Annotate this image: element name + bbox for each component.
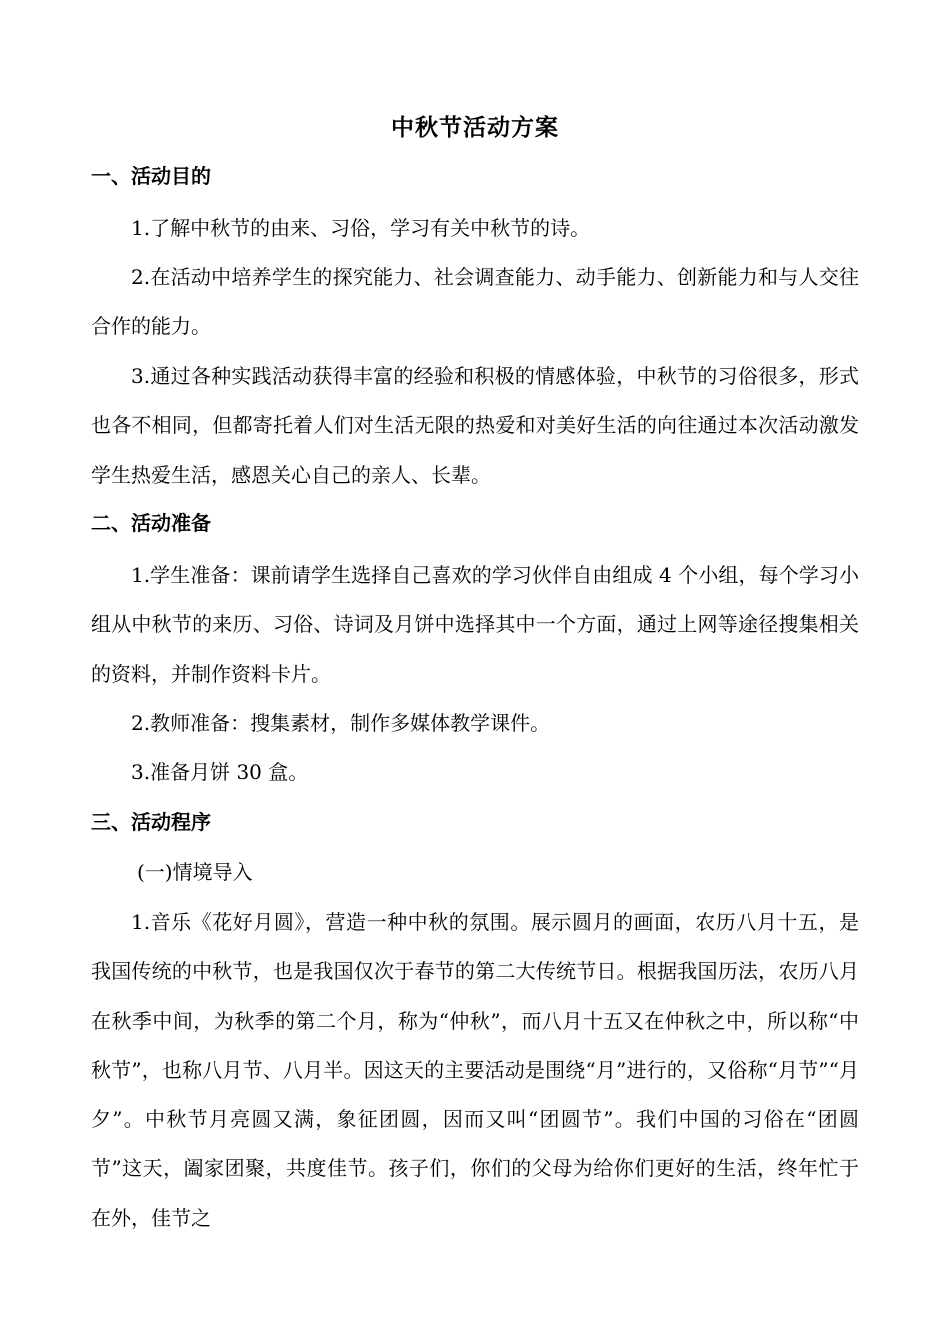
section-heading-purpose: 一、活动目的 (91, 164, 211, 188)
document-title: 中秋节活动方案 (391, 115, 559, 141)
paragraph-purpose-2: 2.在活动中培养学生的探究能力、社会调查能力、动手能力、创新能力和与人交往合作的能力。 (91, 265, 859, 339)
paragraph-preparation-2: 2.教师准备：搜集素材，制作多媒体教学课件。 (131, 711, 551, 735)
paragraph-preparation-3: 3.准备月饼 30 盒。 (131, 760, 309, 784)
section-heading-procedure: 三、活动程序 (91, 810, 211, 834)
paragraph-purpose-1: 1.了解中秋节的由来、习俗，学习有关中秋节的诗。 (131, 216, 591, 240)
paragraph-purpose-3: 3.通过各种实践活动获得丰富的经验和积极的情感体验，中秋节的习俗很多，形式也各不相同，但都寄托着人们对生活无限的热爱和对美好生活的向往通过本次活动激发学生热爱生活，感恩关心自己的亲人、长辈。 (91, 364, 859, 487)
paragraph-preparation-1: 1.学生准备：课前请学生选择自己喜欢的学习伙伴自由组成 4 个小组，每个学习小组从中秋节的来历、习俗、诗词及月饼中选择其中一个方面，通过上网等途径搜集相关的资料，并制作资料卡片。 (91, 563, 859, 686)
subheading-situation-intro: (一)情境导入 (137, 860, 253, 884)
paragraph-procedure-1: 1.音乐《花好月圆》，营造一种中秋的氛围。展示圆月的画面，农历八月十五，是我国传统的中秋节，也是我国仅次于春节的第二大传统节日。根据我国历法，农历八月在秋季中间，为秋季的第二个月，称为“仲秋”，而八月十五又在仲秋之中，所以称“中秋节”，也称八月节、八月半。因这天的主要活动是围绕“月”进行的，又俗称“月节”“月夕”。中秋节月亮圆又满，象征团圆，因而又叫“团圆节”。我们中国的习俗在“团圆节”这天，阖家团聚，共度佳节。孩子们，你们的父母为给你们更好的生活，终年忙于在外，佳节之 (91, 910, 859, 1230)
section-heading-preparation: 二、活动准备 (91, 511, 211, 535)
